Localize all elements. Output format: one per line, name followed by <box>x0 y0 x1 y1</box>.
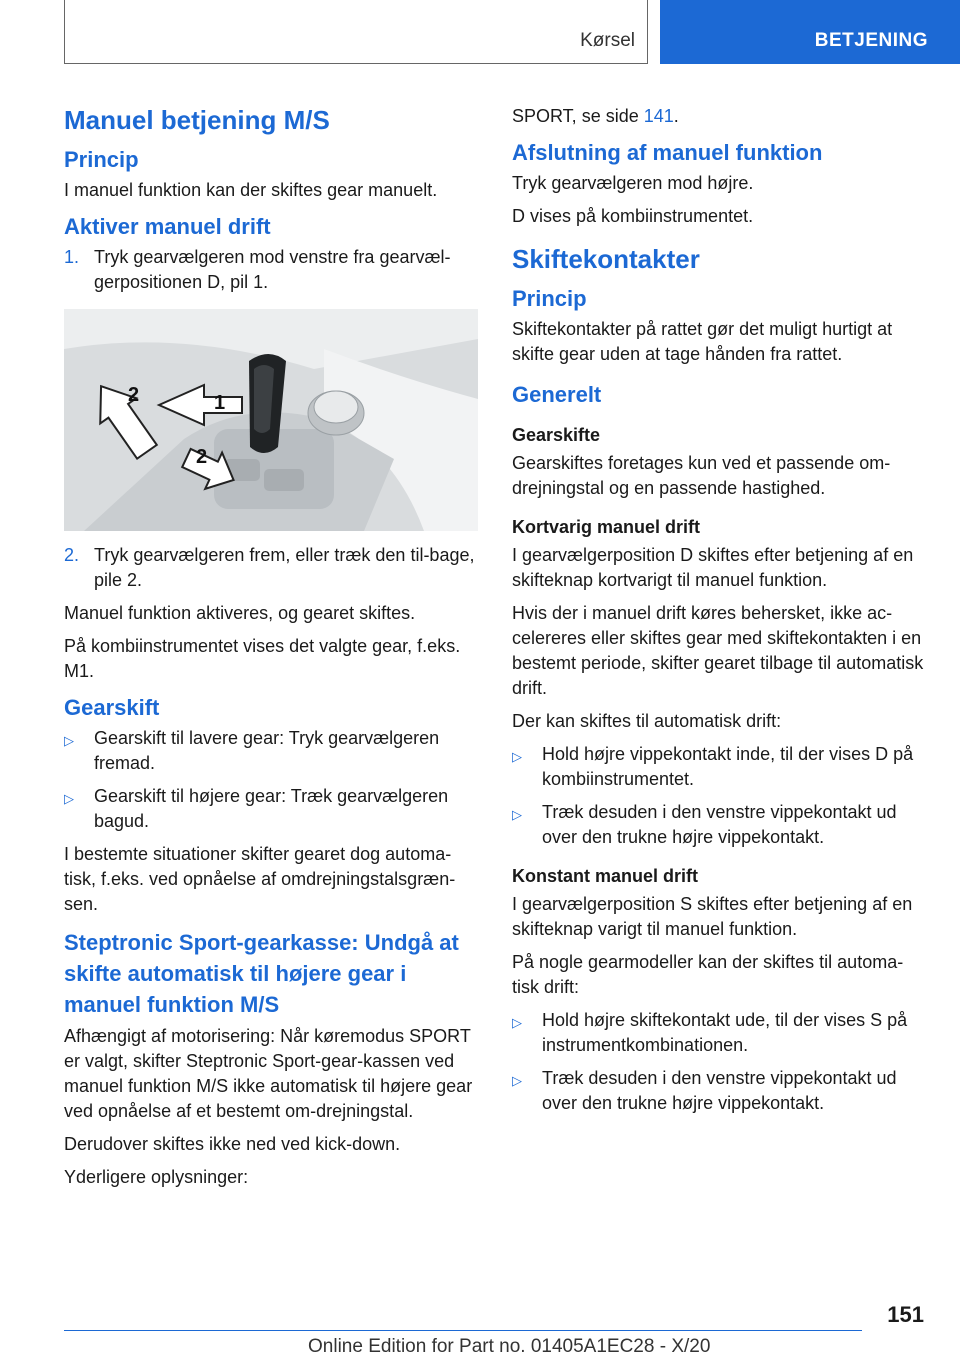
body-paragraph: I gearvælgerposition S skiftes efter betjening af en skifteknap varigt til manuel funktion. <box>512 894 913 939</box>
page-title: Manuel betjening M/S <box>64 105 330 135</box>
body-paragraph: Yderligere oplysninger: <box>64 1167 249 1187</box>
afslutning-heading: Afslutning af manuel funktion <box>512 140 823 165</box>
triangle-bullet-icon: ▷ <box>512 749 522 764</box>
body-paragraph: Gearskiftes foretages kun ved et passende om-drejningstal og en passende hastighed. <box>512 453 891 498</box>
arrow-2-label: 2 <box>196 446 208 468</box>
step-number: 2. <box>64 545 80 565</box>
list-item <box>512 800 926 850</box>
continuation-paragraph <box>512 104 926 129</box>
body-paragraph: Derudover skiftes ikke ned ved kick-down. <box>64 1134 401 1154</box>
body-paragraph: Afhængigt af motorisering: Når køremodus SPORT er valgt, skifter Steptronic Sport-gear-kassen ved manuel funktion M/S ikke automatisk til højere gear ved opnåelse af et bestemt om-drejningstal. <box>64 1026 473 1121</box>
arrow-1-label: 1 <box>214 392 226 414</box>
left-column <box>64 100 482 1198</box>
triangle-bullet-icon: ▷ <box>64 733 74 748</box>
generelt-heading: Generelt <box>512 382 602 407</box>
step-text: Tryk gearvælgeren frem, eller træk den til-bage, pile 2. <box>94 545 475 590</box>
step-number: 1. <box>64 247 80 267</box>
body-paragraph: På nogle gearmodeller kan der skiftes til automa-tisk drift: <box>512 952 904 997</box>
gearskift-heading: Gearskift <box>64 695 160 720</box>
konstant-subheading: Konstant manuel drift <box>512 866 699 886</box>
princip-heading: Princip <box>512 286 587 311</box>
continuation-text: SPORT, se side <box>512 106 644 126</box>
skiftekontakter-heading: Skiftekontakter <box>512 244 700 274</box>
header-chapter-label: BETJENING <box>814 30 928 51</box>
body-paragraph: I bestemte situationer skifter gearet dog automa-tisk, f.eks. ved opnåelse af omdrejningstalsgræn-sen. <box>64 844 456 914</box>
step-item <box>64 543 482 593</box>
kortvarig-subheading: Kortvarig manuel drift <box>512 517 701 537</box>
list-item-text: Hold højre skiftekontakt ude, til der vises S på instrumentkombinationen. <box>542 1010 908 1055</box>
body-paragraph: Der kan skiftes til automatisk drift: <box>512 711 782 731</box>
aktiver-heading: Aktiver manuel drift <box>64 214 271 239</box>
triangle-bullet-icon: ▷ <box>512 1015 522 1030</box>
body-paragraph: I gearvælgerposition D skiftes efter betjening af en skifteknap kortvarigt til manuel funktion. <box>512 545 914 590</box>
step-item <box>64 245 482 295</box>
list-item <box>512 1066 926 1116</box>
body-paragraph: Hvis der i manuel drift køres behersket, ikke ac-celereres eller skiftes gear med skiftekontakten i en bestemt periode, skifter gearet tilbage til automatisk drift. <box>512 603 924 698</box>
page-number: 151 <box>887 1302 924 1327</box>
list-item <box>64 726 482 776</box>
body-paragraph: D vises på kombiinstrumentet. <box>512 206 754 226</box>
header-section-box <box>64 0 648 64</box>
princip-text: I manuel funktion kan der skiftes gear manuelt. <box>64 180 438 200</box>
list-item <box>512 1008 926 1058</box>
list-item-text: Gearskift til lavere gear: Tryk gearvælgeren fremad. <box>94 728 440 773</box>
list-item <box>512 742 926 792</box>
triangle-bullet-icon: ▷ <box>64 791 74 806</box>
body-paragraph: Manuel funktion aktiveres, og gearet skiftes. <box>64 603 416 623</box>
page-reference-link[interactable]: 141 <box>643 106 674 126</box>
continuation-end: . <box>673 106 679 126</box>
footer-divider <box>64 1330 862 1331</box>
right-column <box>512 100 926 1124</box>
header-chapter-tab[interactable] <box>660 0 960 64</box>
body-paragraph: Tryk gearvælgeren mod højre. <box>512 173 754 193</box>
header-section-title: Kørsel <box>580 30 635 51</box>
body-paragraph: På kombiinstrumentet vises det valgte gear, f.eks. M1. <box>64 636 461 681</box>
gearskifte-subheading: Gearskifte <box>512 425 601 445</box>
body-paragraph: Skiftekontakter på rattet gør det muligt hurtigt at skifte gear uden at tage hånden fra rattet. <box>512 319 893 364</box>
list-item-text: Gearskift til højere gear: Træk gearvælgeren bagud. <box>94 786 449 831</box>
list-item-text: Hold højre vippekontakt inde, til der vises D på kombiinstrumentet. <box>542 744 914 789</box>
list-item-text: Træk desuden i den venstre vippekontakt ud over den trukne højre vippekontakt. <box>542 1068 897 1113</box>
princip-heading: Princip <box>64 147 139 172</box>
triangle-bullet-icon: ▷ <box>512 807 522 822</box>
list-item <box>64 784 482 834</box>
gear-selector-drawing <box>64 309 478 531</box>
arrow-2-label: 2 <box>128 384 140 406</box>
footer-edition-text: Online Edition for Part no. 01405A1EC28 - X/20 <box>308 1336 711 1357</box>
steptronic-heading: Steptronic Sport-gearkasse: Undgå at skifte automatisk til højere gear i manuel funktion M/S <box>64 930 459 1017</box>
step-text: Tryk gearvælgeren mod venstre fra gearvæl-gerpositionen D, pil 1. <box>94 247 451 292</box>
list-item-text: Træk desuden i den venstre vippekontakt ud over den trukne højre vippekontakt. <box>542 802 897 847</box>
triangle-bullet-icon: ▷ <box>512 1073 522 1088</box>
gear-selector-illustration <box>64 309 478 531</box>
